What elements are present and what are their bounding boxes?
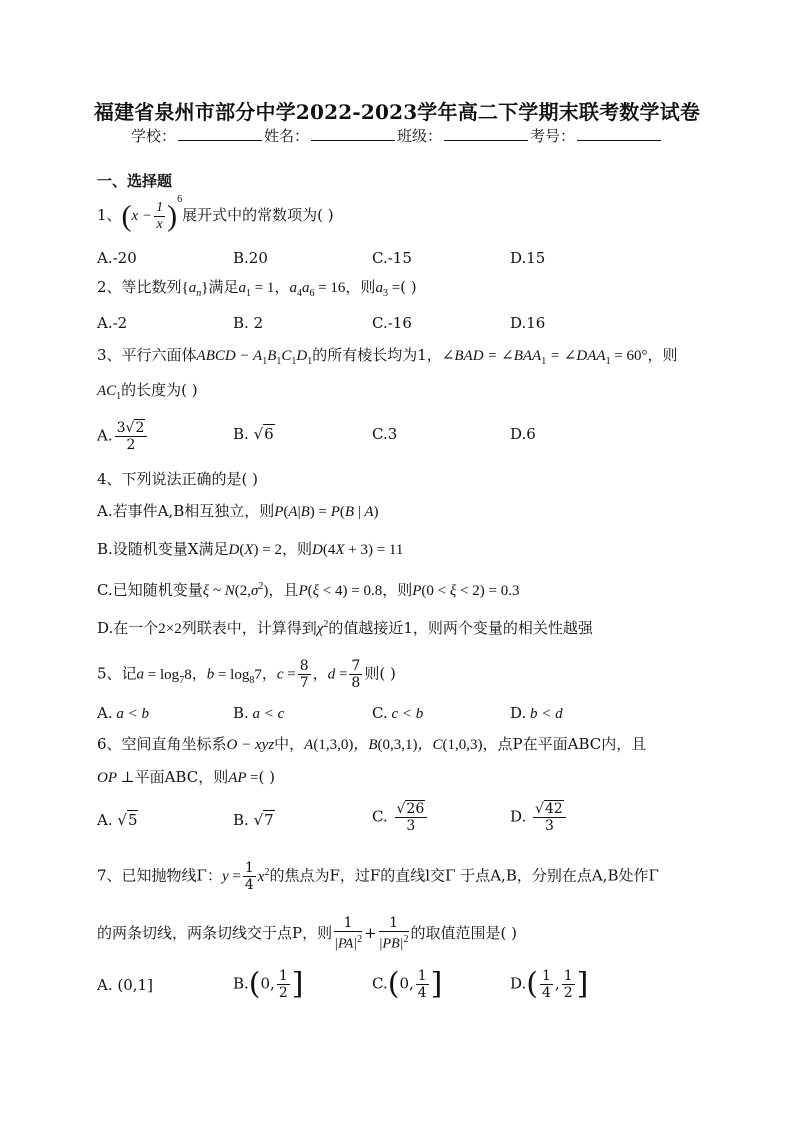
q6-t4: ( ) xyxy=(258,768,275,786)
q4-d-table: 2×2 xyxy=(158,621,182,637)
q6-points: A(1,3,0)，B(0,3,1)，C(1,0,3) xyxy=(304,737,483,753)
q3-ac1: $AC_1$ xyxy=(97,383,122,402)
q6-t2: ，点P在平面ABC内，且 xyxy=(482,735,647,753)
q7-t1: 的焦点为F，过F的直线l交Γ 于点A,B，分别在点A,B处作Γ xyxy=(269,866,659,885)
q6-op: OP ⊥ xyxy=(97,770,135,786)
question-6-line2 xyxy=(97,767,275,788)
q4-d-text: D.在一个 xyxy=(97,619,159,637)
class-label: 班级： xyxy=(397,127,443,145)
q5-b-label: B. xyxy=(233,704,249,722)
q4-b-text: B.设随机变量X满足 xyxy=(97,540,229,558)
q5-option-a[interactable]: A. a < b xyxy=(97,704,149,722)
q7-frac-pa: $\frac{1}{|PA|^2}$ xyxy=(334,915,363,952)
q1-expression: (x − $\frac{1}{x}$ )$^6$ xyxy=(121,193,183,233)
q5-t4: 则( ) xyxy=(364,664,396,683)
q4-c-text3: ，则 xyxy=(382,581,413,599)
q4-d-text3: 的值越接近1，则两个变量的相关性越强 xyxy=(328,619,593,637)
q4-option-c[interactable] xyxy=(97,577,519,601)
q6-ap: AP = xyxy=(228,770,259,786)
q4-option-b[interactable] xyxy=(97,539,403,560)
q5-c: c = xyxy=(276,666,296,683)
q1-option-a[interactable]: A.-20 xyxy=(97,249,137,267)
q4-c-text2: ，且 xyxy=(268,581,299,599)
name-blank[interactable] xyxy=(311,126,395,141)
q6-number: 6、空间直角坐标系 xyxy=(97,735,227,753)
q7-frac-pb: $\frac{1}{|PB|^2}$ xyxy=(378,915,409,952)
q6-d-label: D. xyxy=(510,807,527,826)
name-label: 姓名： xyxy=(263,127,309,145)
q6-option-d[interactable]: D. $\frac{√42}{3}$ xyxy=(510,801,568,834)
q1-option-b[interactable]: B.20 xyxy=(233,249,268,267)
q2-t2: ， xyxy=(274,278,290,296)
q6-a-label: A. xyxy=(97,811,113,829)
q2-option-c[interactable]: C.-16 xyxy=(372,314,412,332)
q2-t1: 满足 xyxy=(208,278,239,296)
q5-d-label: D. xyxy=(510,704,527,722)
q3-angles: ∠BAD = $\angle BAA_1$ = $\angle DAA_1 = 60^\circ$ xyxy=(441,348,648,367)
question-2 xyxy=(97,277,417,304)
q3-t2: ，则 xyxy=(647,346,678,364)
q4-d-text2: 列联表中，计算得到 xyxy=(181,619,317,637)
q4-c-formula1: ξ ~ $N(2,\sigma^2)$ xyxy=(202,581,269,599)
q1-option-d[interactable]: D.15 xyxy=(510,249,546,267)
q2-option-d[interactable]: D.16 xyxy=(510,314,546,332)
q3-number: 3、平行六面体 xyxy=(97,346,197,364)
student-info-line xyxy=(0,125,794,146)
class-blank[interactable] xyxy=(444,126,528,141)
q4-b-text2: ，则 xyxy=(281,540,312,558)
q5-option-b[interactable]: B. a < c xyxy=(233,704,285,722)
q6-c-label: C. xyxy=(372,807,388,826)
q7-option-c[interactable]: C.(0, $\frac{1}{4}$ ] xyxy=(372,966,443,1002)
q6-option-c[interactable]: C. $\frac{√26}{3}$ xyxy=(372,801,429,834)
q4-option-a[interactable] xyxy=(97,501,379,522)
question-5: 5、记$a = \log_78$，$b = \log_87$，c = $\frac{8}{7}$ ，d = $\frac{7}{8}$ 则( ) xyxy=(97,658,396,691)
q3-option-c[interactable]: C.3 xyxy=(372,425,398,443)
q2-seq: $\{a_n\}$ xyxy=(181,280,209,299)
q2-b-label: B. xyxy=(233,314,249,332)
q6-t3: 平面ABC，则 xyxy=(134,768,229,786)
q3-option-b[interactable]: B. √6 xyxy=(233,425,274,443)
q2-cond1: $a_1 = 1$ xyxy=(238,280,275,299)
q6-t1: 中， xyxy=(274,735,305,753)
q7-option-d[interactable]: D.( $\frac{1}{4}$ , $\frac{1}{2}$ ] xyxy=(510,966,589,1002)
q5-d: d = xyxy=(327,666,348,683)
exam-title: 福建省泉州市部分中学2022-2023学年高二下学期末联考数学试卷 xyxy=(93,100,701,124)
q2-option-b[interactable] xyxy=(233,313,263,333)
q5-a: $a = \log_78$ xyxy=(136,666,192,686)
q2-cond2: $a_4a_6 = 16$ xyxy=(289,280,346,299)
id-label: 考号： xyxy=(530,127,576,145)
q5-number: 5、记 xyxy=(97,664,137,683)
q3-b-label: B. xyxy=(233,425,249,443)
q5-option-c[interactable]: C. c < b xyxy=(372,704,424,722)
q3-t1: 的所有棱长均为1， xyxy=(312,346,442,364)
q7-c-label: C. xyxy=(372,974,388,993)
q7-line2b: 的取值范围是( ) xyxy=(410,923,517,942)
question-7: 7、已知抛物线Γ：y = $\frac{1}{4}$ $x^2$的焦点为F，过F的直线l交Γ 于点A,B，分别在点A,B处作Γ xyxy=(97,860,659,893)
q3-t3: 的长度为( ) xyxy=(121,381,198,399)
q5-b: $b = \log_87$ xyxy=(206,666,262,686)
q6-system: O − xyz xyxy=(226,737,275,753)
q2-number: 2、等比数列 xyxy=(97,278,182,296)
q6-option-a[interactable]: A. √5 xyxy=(97,811,138,829)
section-heading: 一、选择题 xyxy=(97,172,173,190)
q1-number: 1、 xyxy=(97,205,122,224)
q7-line2a: 的两条切线，两条切线交于点P，则 xyxy=(97,923,333,942)
q7-b-label: B. xyxy=(233,974,249,993)
q4-a-formula: P(A|B) = P(B | A) xyxy=(274,504,379,520)
q2-option-a[interactable]: A.-2 xyxy=(97,314,128,332)
q4-c-text: C.已知随机变量 xyxy=(97,581,203,599)
q2-a3: $a_3$ = xyxy=(375,280,401,299)
question-3 xyxy=(97,345,678,372)
q3-option-a[interactable]: A. $\frac{3√2}{2}$ xyxy=(97,420,149,453)
q7-option-a[interactable]: A. (0,1] xyxy=(97,976,153,994)
q4-b-formula1: D(X) = 2 xyxy=(228,542,282,558)
school-label: 学校： xyxy=(130,127,176,145)
q7-parabola: y = xyxy=(221,868,241,885)
q7-a-label: A. xyxy=(97,976,113,994)
q2-b-value: 2 xyxy=(253,314,264,332)
q4-option-d[interactable] xyxy=(97,615,593,639)
question-3-line2 xyxy=(97,380,198,407)
question-6 xyxy=(97,734,646,755)
question-4: 4、下列说法正确的是( ) xyxy=(97,470,259,488)
q1-option-c[interactable]: C.-15 xyxy=(372,249,412,267)
q5-option-d[interactable]: D. b < d xyxy=(510,704,563,722)
q4-d-chi: $\chi^2$ xyxy=(316,619,329,637)
q4-b-formula2: D(4X + 3) = 11 xyxy=(311,542,404,558)
q2-t4: ( ) xyxy=(400,278,417,296)
q1-text: 展开式中的常数项为( ) xyxy=(182,205,334,224)
school-blank[interactable] xyxy=(178,126,262,141)
q4-c-formula3: P(0 < ξ < 2) = 0.3 xyxy=(412,583,520,599)
q3-solid: ABCD − $A_1B_1C_1D_1$ xyxy=(196,348,313,367)
q2-t3: ，则 xyxy=(345,278,376,296)
id-blank[interactable] xyxy=(577,126,661,141)
q6-option-b[interactable]: B. √7 xyxy=(233,811,274,829)
q4-a-text: A.若事件A,B相互独立，则 xyxy=(97,502,275,520)
q5-a-label: A. xyxy=(97,704,113,722)
question-7-line2: 的两条切线，两条切线交于点P，则 $\frac{1}{|PA|^2}$ + $\frac{1}{|PB|^2}$ 的取值范围是( ) xyxy=(97,915,517,952)
q7-option-b[interactable]: B.(0, $\frac{1}{2}$ ] xyxy=(233,966,304,1002)
question-1 xyxy=(97,193,334,233)
q3-option-d[interactable]: D.6 xyxy=(510,425,536,443)
q7-number: 7、已知抛物线Γ： xyxy=(97,866,222,885)
q5-c-label: C. xyxy=(372,704,388,722)
q3-a-label: A. xyxy=(97,426,113,445)
q7-d-label: D. xyxy=(510,974,527,993)
q6-b-label: B. xyxy=(233,811,249,829)
q4-c-formula2: P(ξ < 4) = 0.8 xyxy=(298,583,383,599)
